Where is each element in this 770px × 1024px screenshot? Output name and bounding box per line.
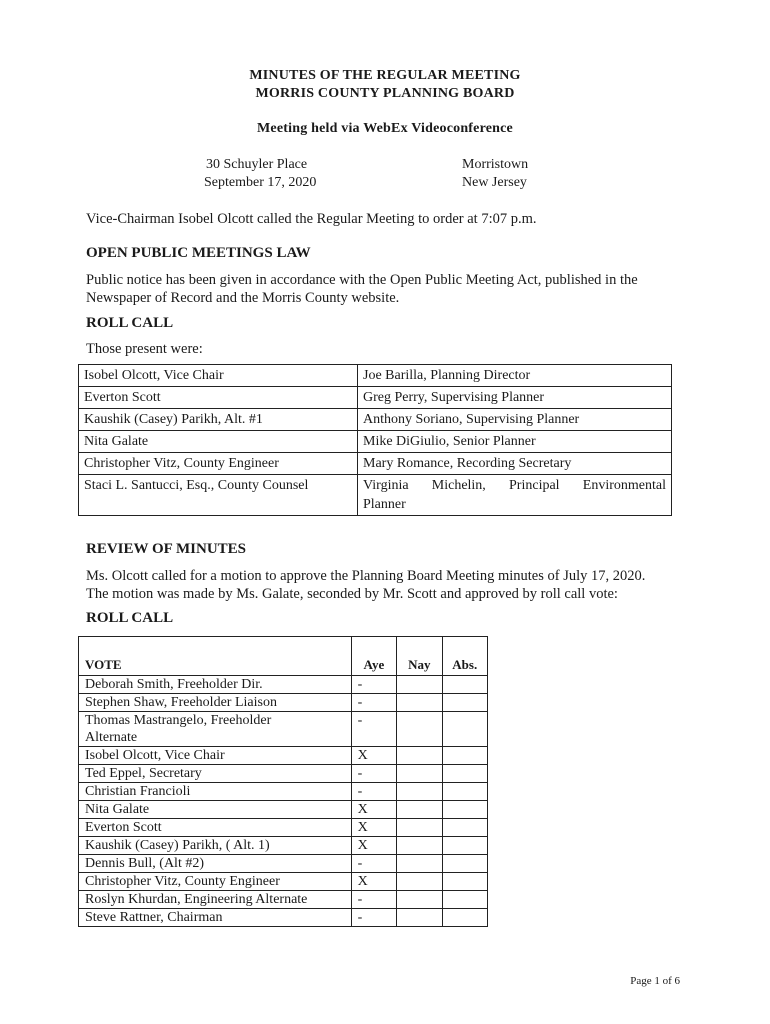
aye-cell: X xyxy=(351,801,396,819)
intro-text: Vice-Chairman Isobel Olcott called the Regular Meeting to order at 7:07 p.m. xyxy=(86,211,537,227)
review-line1: Ms. Olcott called for a motion to approve the Planning Board Meeting minutes of July 17, 2020. xyxy=(86,568,646,584)
abs-header: Abs. xyxy=(442,637,487,676)
vote-row xyxy=(79,694,488,712)
nay-cell xyxy=(397,712,442,747)
nay-cell xyxy=(397,783,442,801)
nay-header: Nay xyxy=(397,637,442,676)
voter-name: Kaushik (Casey) Parikh, ( Alt. 1) xyxy=(79,837,352,855)
vote-row xyxy=(79,819,488,837)
staff-word: Principal xyxy=(509,478,560,493)
aye-cell: - xyxy=(351,712,396,747)
voter-name: Everton Scott xyxy=(79,819,352,837)
abs-cell xyxy=(442,891,487,909)
staff-cell: Joe Barilla, Planning Director xyxy=(358,365,672,387)
vote-row xyxy=(79,712,488,747)
voter-name: Dennis Bull, (Alt #2) xyxy=(79,855,352,873)
staff-word: Virginia xyxy=(363,478,409,493)
nay-cell xyxy=(397,891,442,909)
vote-table xyxy=(78,636,488,927)
abs-cell xyxy=(442,873,487,891)
voter-name: Stephen Shaw, Freeholder Liaison xyxy=(79,694,352,712)
staff-cell xyxy=(358,475,672,516)
present-label: Those present were: xyxy=(86,341,203,357)
nay-cell xyxy=(397,837,442,855)
nay-cell xyxy=(397,855,442,873)
staff-word: Michelin, xyxy=(431,478,486,493)
staff-cell-line2: Planner xyxy=(363,497,406,512)
abs-cell xyxy=(442,694,487,712)
aye-cell: - xyxy=(351,694,396,712)
aye-cell: X xyxy=(351,873,396,891)
open-meetings-heading: OPEN PUBLIC MEETINGS LAW xyxy=(86,245,311,261)
vote-row xyxy=(79,765,488,783)
voter-name: Isobel Olcott, Vice Chair xyxy=(79,747,352,765)
voter-name: Nita Galate xyxy=(79,801,352,819)
table-row xyxy=(79,365,672,387)
abs-cell xyxy=(442,819,487,837)
review-line2: The motion was made by Ms. Galate, seconded by Mr. Scott and approved by roll call vote: xyxy=(86,586,618,602)
aye-cell: - xyxy=(351,765,396,783)
vote-row xyxy=(79,783,488,801)
staff-cell: Mary Romance, Recording Secretary xyxy=(358,453,672,475)
nay-cell xyxy=(397,909,442,927)
voter-name: Christopher Vitz, County Engineer xyxy=(79,873,352,891)
vote-header-row xyxy=(79,637,488,676)
open-meetings-line1: Public notice has been given in accordance with the Open Public Meeting Act, published in the xyxy=(86,272,638,288)
vote-header: VOTE xyxy=(79,637,352,676)
nay-cell xyxy=(397,873,442,891)
nay-cell xyxy=(397,747,442,765)
abs-cell xyxy=(442,747,487,765)
abs-cell xyxy=(442,801,487,819)
attendee-cell: Everton Scott xyxy=(79,387,358,409)
voter-name: Christian Francioli xyxy=(79,783,352,801)
abs-cell xyxy=(442,855,487,873)
vote-row xyxy=(79,801,488,819)
abs-cell xyxy=(442,909,487,927)
nay-cell xyxy=(397,801,442,819)
vote-row xyxy=(79,855,488,873)
abs-cell xyxy=(442,837,487,855)
aye-cell: - xyxy=(351,909,396,927)
vote-row xyxy=(79,891,488,909)
aye-cell: - xyxy=(351,783,396,801)
staff-cell: Mike DiGiulio, Senior Planner xyxy=(358,431,672,453)
voter-name: Deborah Smith, Freeholder Dir. xyxy=(79,676,352,694)
aye-header: Aye xyxy=(351,637,396,676)
voter-name: Roslyn Khurdan, Engineering Alternate xyxy=(79,891,352,909)
aye-cell: X xyxy=(351,837,396,855)
state: New Jersey xyxy=(462,175,527,190)
attendance-table xyxy=(78,364,672,516)
vote-row xyxy=(79,837,488,855)
city: Morristown xyxy=(462,157,529,172)
aye-cell: - xyxy=(351,891,396,909)
table-row xyxy=(79,387,672,409)
vote-row xyxy=(79,747,488,765)
voter-name-line1: Thomas Mastrangelo, Freeholder xyxy=(85,713,272,728)
table-row xyxy=(79,409,672,431)
voter-name: Steve Rattner, Chairman xyxy=(79,909,352,927)
review-heading: REVIEW OF MINUTES xyxy=(86,541,247,557)
vote-row xyxy=(79,676,488,694)
staff-cell-line1 xyxy=(363,476,666,495)
attendee-cell: Christopher Vitz, County Engineer xyxy=(79,453,358,475)
vote-row xyxy=(79,909,488,927)
voter-name: Ted Eppel, Secretary xyxy=(79,765,352,783)
nay-cell xyxy=(397,676,442,694)
nay-cell xyxy=(397,694,442,712)
nay-cell xyxy=(397,819,442,837)
table-row xyxy=(79,431,672,453)
aye-cell: X xyxy=(351,747,396,765)
abs-cell xyxy=(442,712,487,747)
aye-cell: X xyxy=(351,819,396,837)
nay-cell xyxy=(397,765,442,783)
attendee-cell: Staci L. Santucci, Esq., County Counsel xyxy=(79,475,358,516)
open-meetings-line2: Newspaper of Record and the Morris County website. xyxy=(86,290,400,306)
staff-cell: Anthony Soriano, Supervising Planner xyxy=(358,409,672,431)
aye-cell: - xyxy=(351,855,396,873)
attendee-cell: Nita Galate xyxy=(79,431,358,453)
vote-roll-call-heading: ROLL CALL xyxy=(86,610,174,626)
aye-cell: - xyxy=(351,676,396,694)
roll-call-heading: ROLL CALL xyxy=(86,315,174,331)
voter-name-line2: Alternate xyxy=(85,730,138,745)
title-line-1: MINUTES OF THE REGULAR MEETING xyxy=(249,68,521,83)
attendee-cell: Isobel Olcott, Vice Chair xyxy=(79,365,358,387)
address: 30 Schuyler Place xyxy=(206,157,308,172)
meeting-note: Meeting held via WebEx Videoconference xyxy=(257,121,513,136)
abs-cell xyxy=(442,783,487,801)
staff-cell: Greg Perry, Supervising Planner xyxy=(358,387,672,409)
table-row xyxy=(79,453,672,475)
abs-cell xyxy=(442,765,487,783)
table-row xyxy=(79,475,672,516)
staff-word: Environmental xyxy=(582,478,666,493)
vote-row xyxy=(79,873,488,891)
abs-cell xyxy=(442,676,487,694)
meeting-date: September 17, 2020 xyxy=(204,175,317,190)
attendee-cell: Kaushik (Casey) Parikh, Alt. #1 xyxy=(79,409,358,431)
title-line-2: MORRIS COUNTY PLANNING BOARD xyxy=(255,86,515,101)
page-number: Page 1 of 6 xyxy=(630,975,680,987)
voter-name xyxy=(79,712,352,747)
